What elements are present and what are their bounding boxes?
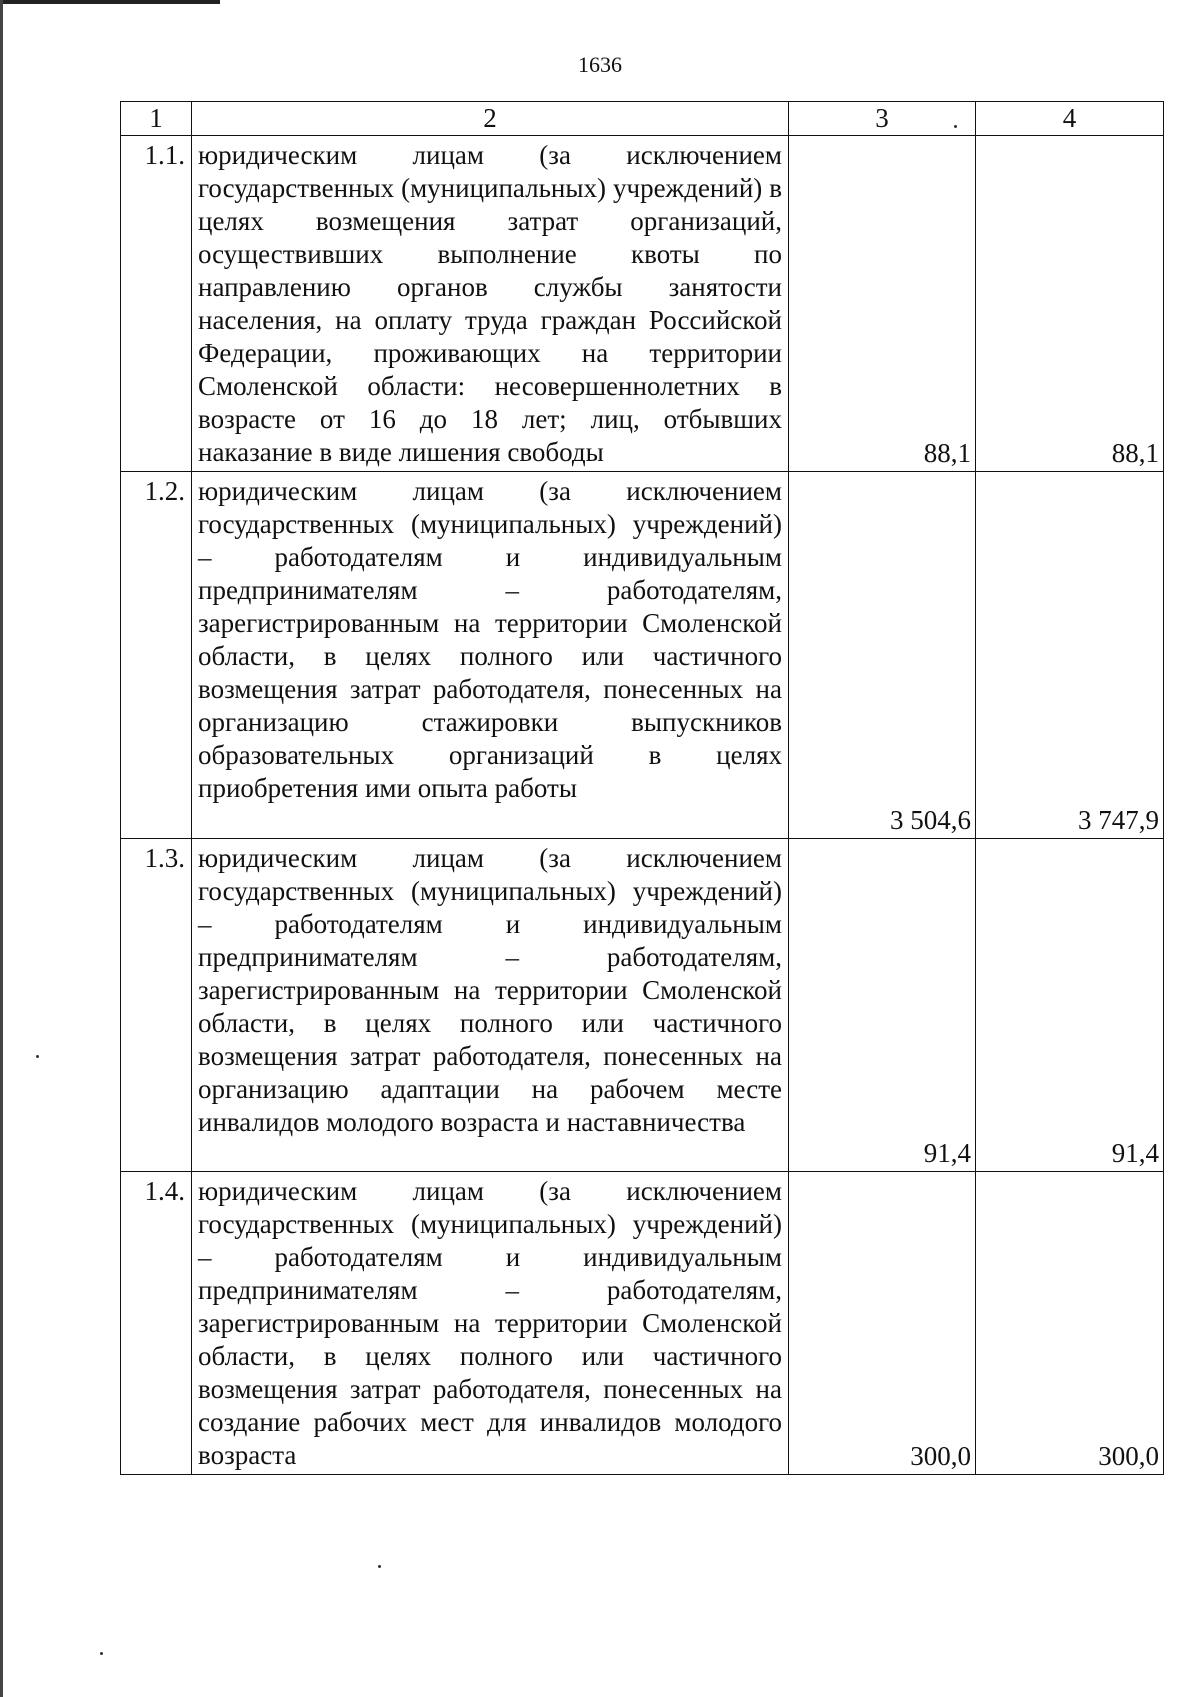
row-description: юридическим лицам (за исключением государственных (муниципальных) учреждений) – работодателям и индивидуальным предпринимателям – работодателям, зарегистрированным на территории Смоленской области, в целях полного или частичного возмещения затрат работодателя, понесенных на организацию стажировки выпускников образовательных организаций в целях приобретения ими опыта работы (192, 472, 789, 839)
column-header-3: 3 (789, 102, 976, 136)
appropriations-table (120, 101, 1164, 1475)
scan-speck (100, 1652, 103, 1655)
scan-speck (36, 1055, 39, 1058)
scan-edge-left (0, 0, 3, 1697)
table-row (121, 472, 1164, 839)
column-header-1: 1 (121, 102, 192, 136)
table-row (121, 1172, 1164, 1475)
column-header-4: 4 (976, 102, 1164, 136)
scan-edge-top (0, 0, 220, 4)
column-header-2: 2 (192, 102, 789, 136)
page-number: 1636 (578, 52, 622, 77)
row-amount-col4: 88,1 (976, 136, 1164, 472)
table-row (121, 136, 1164, 472)
table-header-row (121, 102, 1164, 136)
row-number: 1.3. (121, 839, 192, 1172)
row-amount-col4: 3 747,9 (976, 472, 1164, 839)
scan-speck (954, 125, 957, 128)
row-description: юридическим лицам (за исключением государственных (муниципальных) учреждений) в целях возмещения затрат организаций, осуществивших выполнение квоты по направлению органов службы занятости населения, на оплату труда граждан Российской Федерации, проживающих на территории Смоленской области: несовершеннолетних в возрасте от 16 до 18 лет; лиц, отбывших наказание в виде лишения свободы (192, 136, 789, 472)
row-amount-col4: 300,0 (976, 1172, 1164, 1475)
row-number: 1.2. (121, 472, 192, 839)
scan-speck (378, 1565, 381, 1568)
row-amount-col3: 91,4 (789, 839, 976, 1172)
row-description: юридическим лицам (за исключением государственных (муниципальных) учреждений) – работодателям и индивидуальным предпринимателям – работодателям, зарегистрированным на территории Смоленской области, в целях полного или частичного возмещения затрат работодателя, понесенных на организацию адаптации на рабочем месте инвалидов молодого возраста и наставничества (192, 839, 789, 1172)
table-row (121, 839, 1164, 1172)
row-amount-col4: 91,4 (976, 839, 1164, 1172)
row-description: юридическим лицам (за исключением государственных (муниципальных) учреждений) – работодателям и индивидуальным предпринимателям – работодателям, зарегистрированным на территории Смоленской области, в целях полного или частичного возмещения затрат работодателя, понесенных на создание рабочих мест для инвалидов молодого возраста (192, 1172, 789, 1475)
row-amount-col3: 88,1 (789, 136, 976, 472)
row-amount-col3: 3 504,6 (789, 472, 976, 839)
row-amount-col3: 300,0 (789, 1172, 976, 1475)
row-number: 1.4. (121, 1172, 192, 1475)
row-number: 1.1. (121, 136, 192, 472)
